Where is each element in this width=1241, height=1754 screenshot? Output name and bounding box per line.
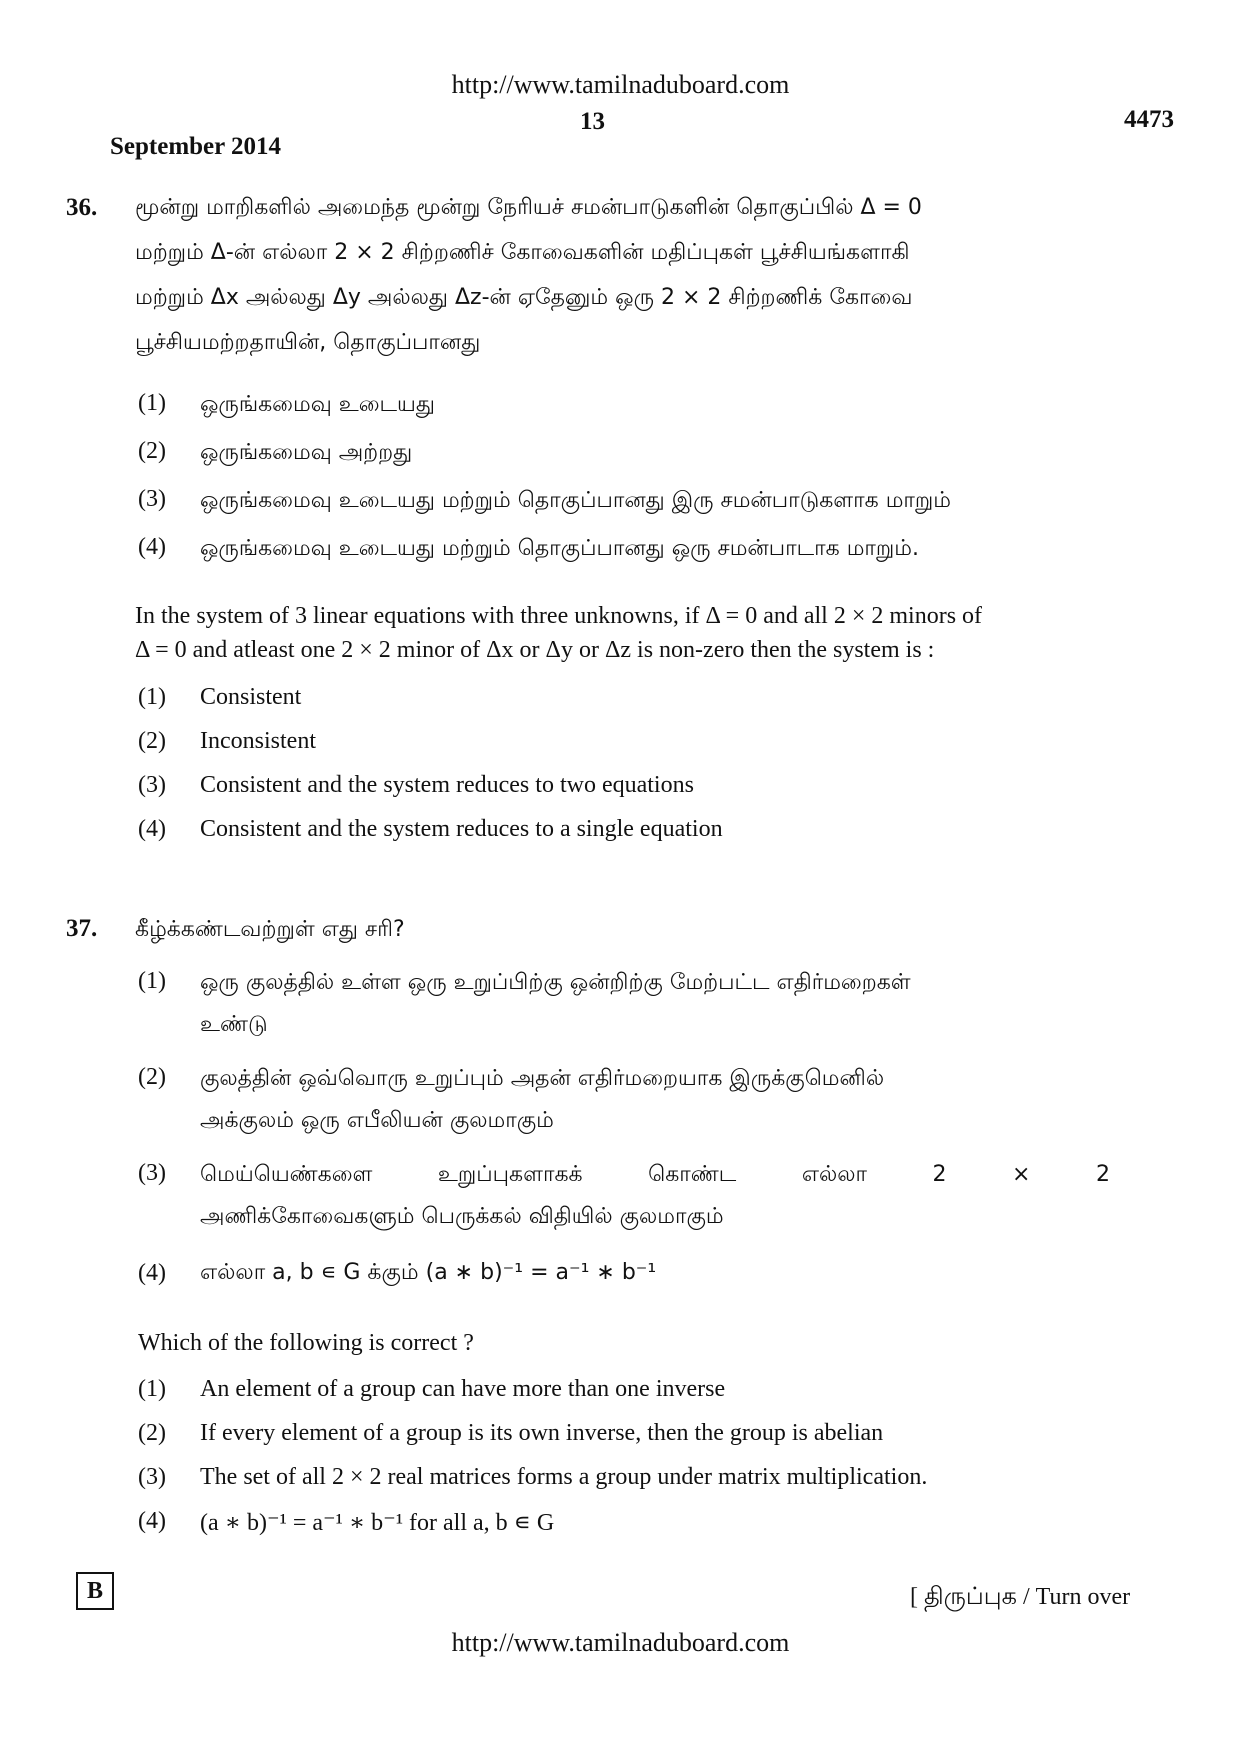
q36-tamil-line: மூன்று மாறிகளில் அமைந்த மூன்று நேரியச் சமன்பாடுகளின் தொகுப்பில் Δ = 0 <box>135 195 922 220</box>
option-number: (4) <box>138 1508 166 1534</box>
q37-tamil-option-line: மெய்யெண்களை உறுப்புகளாகக் கொண்ட எல்லா 2 × 2 <box>200 1162 1110 1187</box>
q36-english-line: Δ = 0 and atleast one 2 × 2 minor of Δx or Δy or Δz is non-zero then the system is : <box>135 637 935 663</box>
option-number: (2) <box>138 438 166 464</box>
page-number: 13 <box>580 108 605 135</box>
question-number-36: 36. <box>66 194 98 221</box>
option-number: (2) <box>138 728 166 754</box>
q37-tamil-option-line: அணிக்கோவைகளும் பெருக்கல் விதியில் குலமாகும் <box>200 1204 724 1229</box>
footer-url: http://www.tamilnaduboard.com <box>451 1628 790 1657</box>
q36-english-line: In the system of 3 linear equations with three unknowns, if Δ = 0 and all 2 × 2 minors of <box>135 603 983 629</box>
option-number: (3) <box>138 1160 166 1186</box>
q37-english-option: (a ∗ b)⁻¹ = a⁻¹ ∗ b⁻¹ for all a, b ∊ G <box>200 1510 555 1536</box>
q37-tamil-option-line: எல்லா a, b ∊ G க்கும் (a ∗ b)⁻¹ = a⁻¹ ∗ b⁻¹ <box>200 1260 657 1285</box>
paper-code: 4473 <box>1124 106 1174 133</box>
q36-english-option: Consistent <box>200 684 302 710</box>
option-number: (1) <box>138 968 166 994</box>
q36-tamil-option: ஒருங்கமைவு உடையது மற்றும் தொகுப்பானது ஒரு சமன்பாடாக மாறும். <box>200 536 919 561</box>
q37-english-option: If every element of a group is its own inverse, then the group is abelian <box>200 1420 884 1446</box>
booklet-letter-box: B <box>76 1572 114 1610</box>
turn-over-label: [ திருப்புக / Turn over <box>910 1584 1131 1610</box>
q36-english-option: Inconsistent <box>200 728 316 754</box>
q37-tamil-option-line: உண்டு <box>200 1012 268 1037</box>
q36-tamil-option: ஒருங்கமைவு உடையது மற்றும் தொகுப்பானது இரு சமன்பாடுகளாக மாறும் <box>200 488 952 513</box>
q37-tamil-option-line: ஒரு குலத்தில் உள்ள ஒரு உறுப்பிற்கு ஒன்றிற்கு மேற்பட்ட எதிர்மறைகள் <box>200 970 911 995</box>
q36-tamil-option: ஒருங்கமைவு உடையது <box>200 392 435 417</box>
option-number: (1) <box>138 1376 166 1402</box>
q36-tamil-line: பூச்சியமற்றதாயின், தொகுப்பானது <box>135 330 481 355</box>
q36-tamil-line: மற்றும் Δ-ன் எல்லா 2 × 2 சிற்றணிச் கோவைகளின் மதிப்புகள் பூச்சியங்களாகி <box>135 240 910 265</box>
option-number: (4) <box>138 816 166 842</box>
option-number: (2) <box>138 1420 166 1446</box>
q37-english-option: The set of all 2 × 2 real matrices forms a group under matrix multiplication. <box>200 1464 928 1490</box>
option-number: (1) <box>138 390 166 416</box>
option-number: (3) <box>138 1464 166 1490</box>
option-number: (3) <box>138 486 166 512</box>
q37-tamil-option-line: அக்குலம் ஒரு எபீலியன் குலமாகும் <box>200 1108 554 1133</box>
option-number: (2) <box>138 1064 166 1090</box>
option-number: (4) <box>138 534 166 560</box>
q36-tamil-option: ஒருங்கமைவு அற்றது <box>200 440 413 465</box>
q36-english-option: Consistent and the system reduces to a single equation <box>200 816 723 842</box>
q37-english-option: An element of a group can have more than one inverse <box>200 1376 726 1402</box>
header-url: http://www.tamilnaduboard.com <box>451 70 790 99</box>
q37-english-question: Which of the following is correct ? <box>138 1330 474 1356</box>
q37-tamil-option-line: குலத்தின் ஒவ்வொரு உறுப்பும் அதன் எதிர்மறையாக இருக்குமெனில் <box>200 1066 885 1091</box>
option-number: (1) <box>138 684 166 710</box>
q37-tamil-question: கீழ்க்கண்டவற்றுள் எது சரி? <box>135 917 405 942</box>
exam-session: September 2014 <box>110 133 282 160</box>
q36-tamil-line: மற்றும் Δx அல்லது Δy அல்லது Δz-ன் ஏதேனும் ஒரு 2 × 2 சிற்றணிக் கோவை <box>135 285 913 310</box>
q36-english-option: Consistent and the system reduces to two equations <box>200 772 694 798</box>
option-number: (4) <box>138 1260 166 1286</box>
option-number: (3) <box>138 772 166 798</box>
question-number-37: 37. <box>66 915 98 942</box>
